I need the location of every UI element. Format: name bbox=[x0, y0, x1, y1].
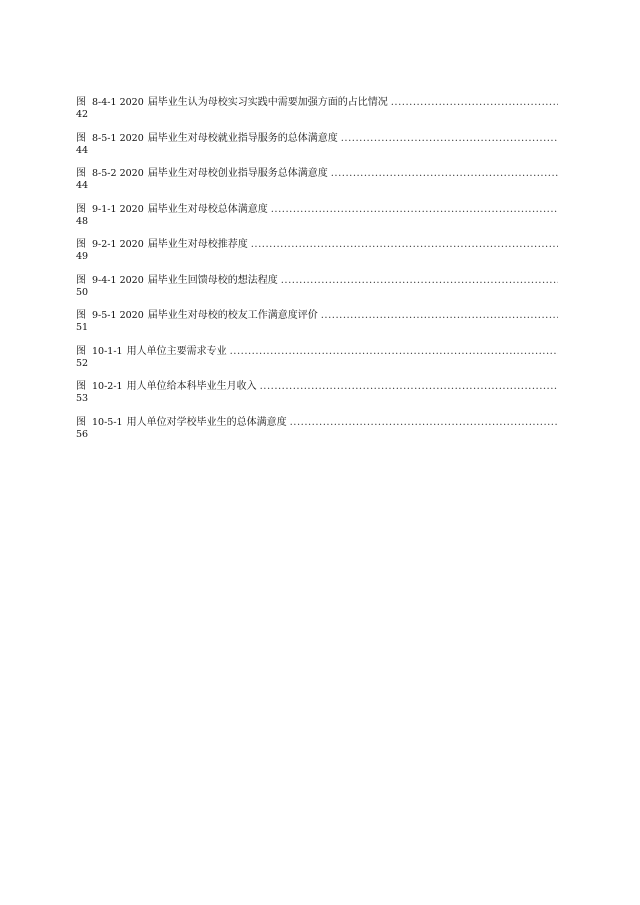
dot-leader bbox=[321, 309, 558, 322]
figure-title: 届毕业生对母校创业指导服务总体满意度 bbox=[147, 168, 328, 179]
figure-prefix: 图 bbox=[76, 168, 86, 179]
figure-prefix: 图 bbox=[76, 274, 86, 286]
figure-prefix: 图 bbox=[76, 97, 86, 108]
figure-prefix: 图 bbox=[76, 416, 86, 428]
figure-prefix: 图 bbox=[76, 310, 86, 321]
dot-leader bbox=[391, 96, 558, 109]
page-number: 49 bbox=[76, 251, 89, 262]
dot-leader bbox=[260, 380, 558, 393]
page-number: 42 bbox=[76, 109, 89, 120]
figure-number: 8-5-1 2020 bbox=[92, 132, 144, 144]
page-number: 50 bbox=[76, 286, 89, 298]
figure-prefix: 图 bbox=[76, 345, 86, 357]
figure-prefix: 图 bbox=[76, 203, 86, 215]
figure-number: 9-5-1 2020 bbox=[92, 310, 144, 321]
figure-number: 10-2-1 bbox=[92, 381, 123, 392]
dot-leader bbox=[230, 345, 558, 358]
toc-entry[interactable] bbox=[76, 96, 558, 132]
figure-title: 用人单位对学校毕业生的总体满意度 bbox=[126, 416, 287, 428]
figure-number: 8-5-2 2020 bbox=[92, 168, 144, 179]
figure-list bbox=[76, 96, 558, 451]
figure-prefix: 图 bbox=[76, 239, 86, 250]
figure-prefix: 图 bbox=[76, 132, 86, 144]
figure-title: 届毕业生认为母校实习实践中需要加强方面的占比情况 bbox=[147, 97, 388, 108]
figure-title: 届毕业生对母校就业指导服务的总体满意度 bbox=[147, 132, 338, 144]
dot-leader bbox=[341, 132, 558, 145]
figure-number: 9-4-1 2020 bbox=[92, 274, 144, 286]
toc-entry[interactable] bbox=[76, 380, 558, 416]
figure-title: 届毕业生对母校总体满意度 bbox=[147, 203, 268, 215]
dot-leader bbox=[271, 203, 558, 216]
toc-entry[interactable] bbox=[76, 238, 558, 274]
page-number: 44 bbox=[76, 180, 89, 191]
page-number: 53 bbox=[76, 393, 89, 404]
figure-title: 届毕业生对母校推荐度 bbox=[147, 239, 248, 250]
toc-entry[interactable] bbox=[76, 203, 558, 239]
toc-entry[interactable] bbox=[76, 345, 558, 381]
toc-entry[interactable] bbox=[76, 309, 558, 345]
toc-entry[interactable] bbox=[76, 416, 558, 452]
figure-title: 用人单位给本科毕业生月收入 bbox=[126, 381, 257, 392]
figure-number: 10-1-1 bbox=[92, 345, 123, 357]
page-number: 48 bbox=[76, 215, 89, 227]
page-number: 52 bbox=[76, 357, 89, 369]
figure-prefix: 图 bbox=[76, 381, 86, 392]
figure-title: 用人单位主要需求专业 bbox=[126, 345, 227, 357]
dot-leader bbox=[290, 416, 558, 429]
page-number: 56 bbox=[76, 428, 89, 440]
figure-title: 届毕业生对母校的校友工作满意度评价 bbox=[147, 310, 318, 321]
figure-number: 10-5-1 bbox=[92, 416, 123, 428]
dot-leader bbox=[281, 274, 558, 287]
dot-leader bbox=[251, 238, 558, 251]
figure-number: 9-2-1 2020 bbox=[92, 239, 144, 250]
figure-number: 9-1-1 2020 bbox=[92, 203, 144, 215]
toc-entry[interactable] bbox=[76, 132, 558, 168]
toc-entry[interactable] bbox=[76, 167, 558, 203]
figure-number: 8-4-1 2020 bbox=[92, 97, 144, 108]
figure-title: 届毕业生回馈母校的想法程度 bbox=[147, 274, 278, 286]
dot-leader bbox=[331, 167, 558, 180]
page-number: 51 bbox=[76, 322, 89, 333]
page-number: 44 bbox=[76, 144, 89, 156]
toc-entry[interactable] bbox=[76, 274, 558, 310]
